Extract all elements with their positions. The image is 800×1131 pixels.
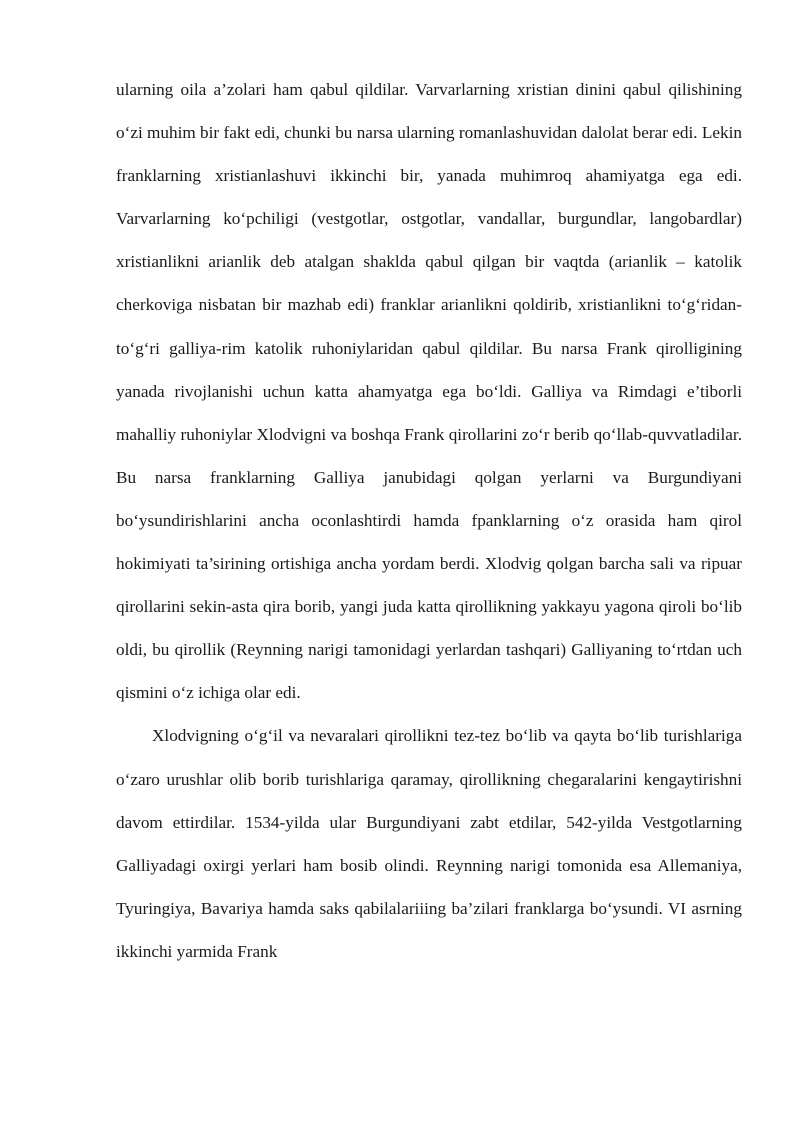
paragraph-1: ularning oila a’zolari ham qabul qildilar. Varvarlarning xristian dinini qabul qilishining o‘zi muhim bir fakt edi, chunki bu narsa ularning romanlashuvidan dalolat berar edi. Lekin franklarning xristianlashuvi ikkinchi bir, yanada muhimroq ahamiyatga ega edi. Varvarlarning ko‘pchiligi (vestgotlar, ostgotlar, vandallar, burgundlar, langobardlar) xristianlikni arianlik deb atalgan shaklda qabul qilgan bir vaqtda (arianlik – katolik cherkoviga nisbatan bir mazhab edi) franklar arianlikni qoldirib, xristianlikni to‘g‘ridan-to‘g‘ri galliya-rim katolik ruhoniylaridan qabul qildilar. Bu narsa Frank qirolligining yanada rivojlanishi uchun katta ahamyatga ega bo‘ldi. Galliya va Rimdagi e’tiborli mahalliy ruhoniylar Xlodvigni va boshqa Frank qirollarini zo‘r berib qo‘llab-quvvatladilar. Bu narsa franklarning Galliya janubidagi qolgan yerlarni va Burgundiyani bo‘ysundirishlarini ancha oconlashtirdi hamda fpanklarning o‘z orasida ham qirol hokimiyati ta’sirining ortishiga ancha yordam berdi. Xlodvig qolgan barcha sali va ripuar qirollarini sekin-asta qira borib, yangi juda katta qirollikning yakkayu yagona qiroli bo‘lib oldi, bu qirollik (Reynning narigi tamonidagi yerlardan tashqari) Galliyaning to‘rtdan uch qismini o‘z ichiga olar edi. <box>116 80 742 703</box>
document-page <box>116 68 742 973</box>
paragraph-2: Xlodvigning o‘g‘il va nevaralari qirollikni tez-tez bo‘lib va qayta bo‘lib turishlariga o‘zaro urushlar olib borib turishlariga qaramay, qirollikning chegaralarini kengaytirishni davom ettirdilar. 1534-yilda ular Burgundiyani zabt etdilar, 542-yilda Vestgotlarning Galliyadagi oxirgi yerlari ham bosib olindi. Reynning narigi tomonida esa Allemaniya, Tyuringiya, Bavariya hamda saks qabilalariiing ba’zilari franklarga bo‘ysundi. VI asrning ikkinchi yarmida Frank <box>116 726 742 961</box>
